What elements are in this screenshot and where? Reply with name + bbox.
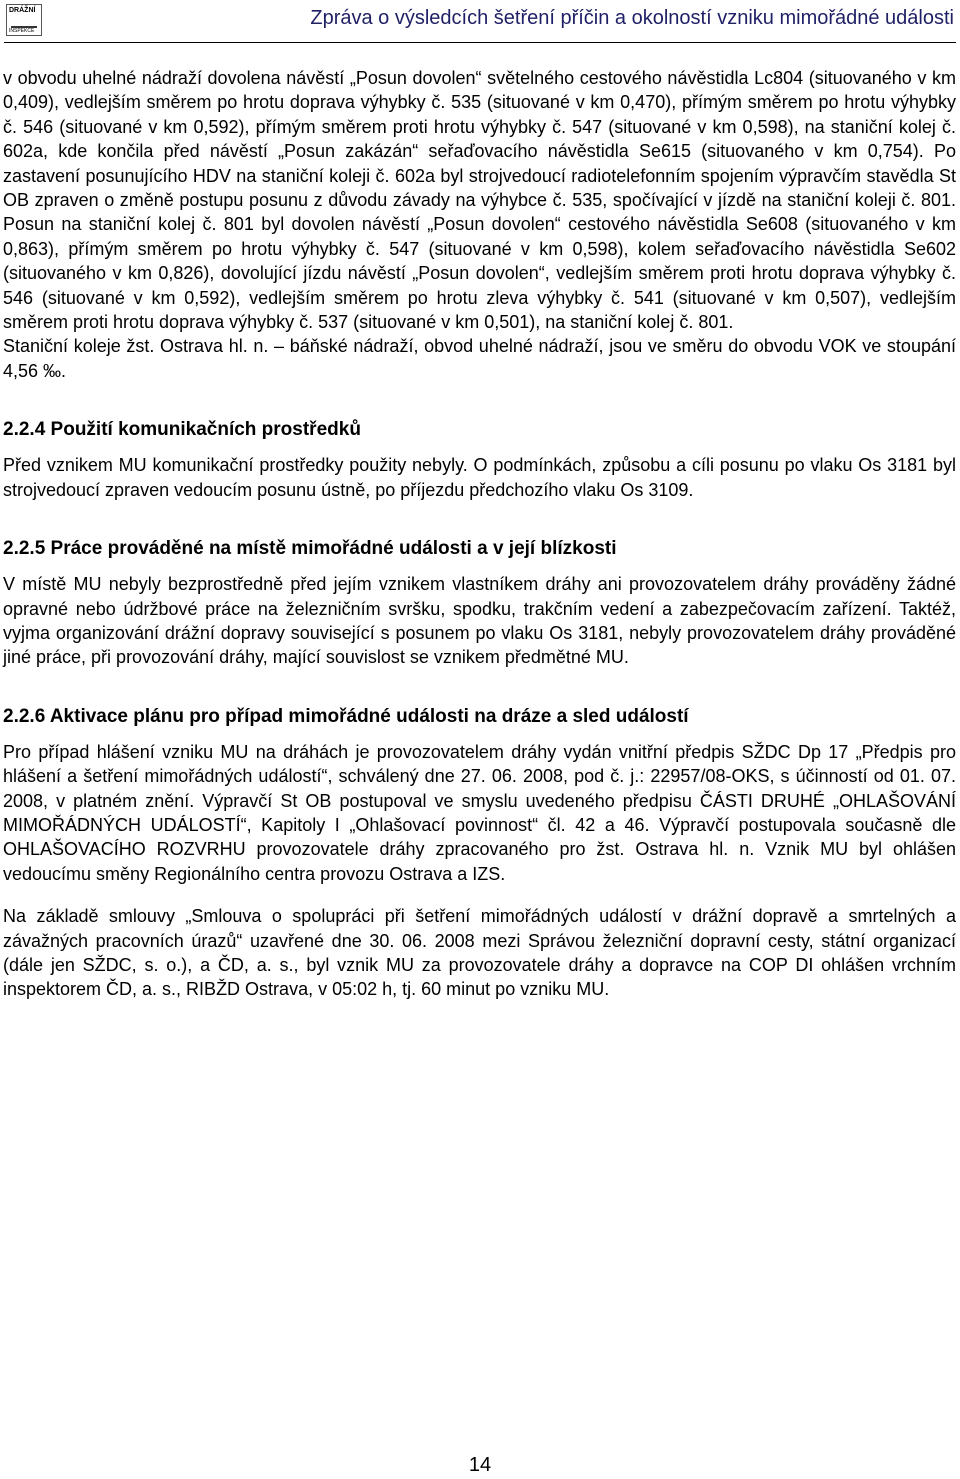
header-divider [4, 42, 956, 43]
section-heading: 2.2.6 Aktivace plánu pro případ mimořádné události na dráze a sled událostí [3, 705, 689, 727]
intro-paragraph-1: v obvodu uhelné nádraží dovolena návěstí „Posun dovolen“ světelného cestového návěstidla Lc804 (situovaného v km 0,409), vedlejším směrem po hrotu doprava výhybky č. 535 (situované v km 0,470), přímým směrem po hrotu výhybky č. 546 (situované v km 0,592), přímým směrem proti hrotu výhybky č. 547 (situované v km 0,598), na staniční kolej č. 602a, kde končila před návěstí „Posun zakázán“ seřaďovacího návěstidla Se615 (situovaného v km 0,754). Po zastavení posunujícího HDV na staniční koleji č. 602a byl strojvedoucí radiotelefonním spojením výpravčím stavědla St OB zpraven o změně postupu posunu z důvodu závady na výhybce č. 535, spočívající v jízdě na staniční koleji č. 801. Posun na staniční kolej č. 801 byl dovolen návěstí „Posun dovolen“ cestového návěstidla Se608 (situovaného v km 0,863), přímým směrem po hrotu výhybky č. 547 (situované v km 0,598), kolem seřaďovacího návěstidla Se602 (situovaného v km 0,826), dovolující jízdu návěstí „Posun dovolen“, vedlejším směrem proti hrotu doprava výhybky č. 546 (situované v km 0,592), vedlejším směrem po hrotu zleva výhybky č. 541 (situované v km 0,507), vedlejším směrem proti hrotu doprava výhybky č. 537 (situované v km 0,501), na staniční kolej č. 801. [3, 68, 956, 333]
section-paragraph: Na základě smlouvy „Smlouva o spolupráci při šetření mimořádných událostí v drážní dopravě a smrtelných a závažných pracovních úrazů“ uzavřené dne 30. 06. 2008 mezi Správou železniční dopravní cesty, státní organizací (dále jen SŽDC, s. o.), a ČD, a. s., byl vznik MU za provozovatele dráhy a dopravce na COP DI ohlášen vrchním inspektorem ČD, a. s., RIBŽD Ostrava, v 05:02 h, tj. 60 minut po vzniku MU. [3, 906, 956, 1000]
logo-text-bottom: INSPEKCE [9, 28, 35, 34]
report-title: Zpráva o výsledcích šetření příčin a okolností vzniku mimořádné události [310, 7, 954, 29]
section-heading: 2.2.4 Použití komunikačních prostředků [3, 419, 361, 441]
section-heading: 2.2.5 Práce prováděné na místě mimořádné události a v její blízkosti [3, 538, 617, 560]
logo-text-top: DRÁŽNÍ [9, 7, 36, 14]
document-body [3, 66, 956, 1002]
page-number: 14 [468, 1454, 492, 1476]
page-header [0, 0, 960, 44]
section-2-2-5 [3, 536, 956, 670]
section-2-2-4 [3, 417, 956, 502]
section-2-2-6 [3, 704, 956, 1002]
section-paragraph: V místě MU nebyly bezprostředně před jejím vznikem vlastníkem dráhy ani provozovatelem dráhy prováděny žádné opravné nebo údržbové práce na železničním svršku, spodku, trakčním vedení a zabezpečovacím zařízení. Taktéž, vyjma organizování drážní dopravy související s posunem po vlaku Os 3181, nebyly provozovatelem dráhy prováděné jiné práce, při provozování dráhy, mající souvislost se vznikem předmětné MU. [3, 574, 956, 668]
inspection-logo [6, 4, 42, 36]
section-paragraph: Před vznikem MU komunikační prostředky použity nebyly. O podmínkách, způsobu a cíli posunu po vlaku Os 3181 byl strojvedoucí zpraven vedoucím posunu ústně, po příjezdu předchozího vlaku Os 3109. [3, 455, 956, 500]
section-paragraph: Pro případ hlášení vzniku MU na dráhách je provozovatelem dráhy vydán vnitřní předpis SŽDC Dp 17 „Předpis pro hlášení a šetření mimořádných událostí“, schválený dne 27. 06. 2008, pod č. j.: 22957/08-OKS, s účinností od 01. 07. 2008, v platném znění. Výpravčí St OB postupoval ve smyslu uvedeného předpisu ČÁSTI DRUHÉ „OHLAŠOVÁNÍ MIMOŘÁDNÝCH UDÁLOSTÍ“, Kapitoly I „Ohlašovací povinnost“ čl. 42 a 46. Výpravčí postupovala současně dle OHLAŠOVACÍHO ROZVRHU provozovatele dráhy zpracovaného pro žst. Ostrava hl. n. Vznik MU byl ohlášen vedoucímu směny Regionálního centra provozu Ostrava a IZS. [3, 741, 956, 884]
intro-paragraph-2: Staniční koleje žst. Ostrava hl. n. – báňské nádraží, obvod uhelné nádraží, jsou ve směru do obvodu VOK ve stoupání 4,56 ‰. [3, 336, 956, 381]
